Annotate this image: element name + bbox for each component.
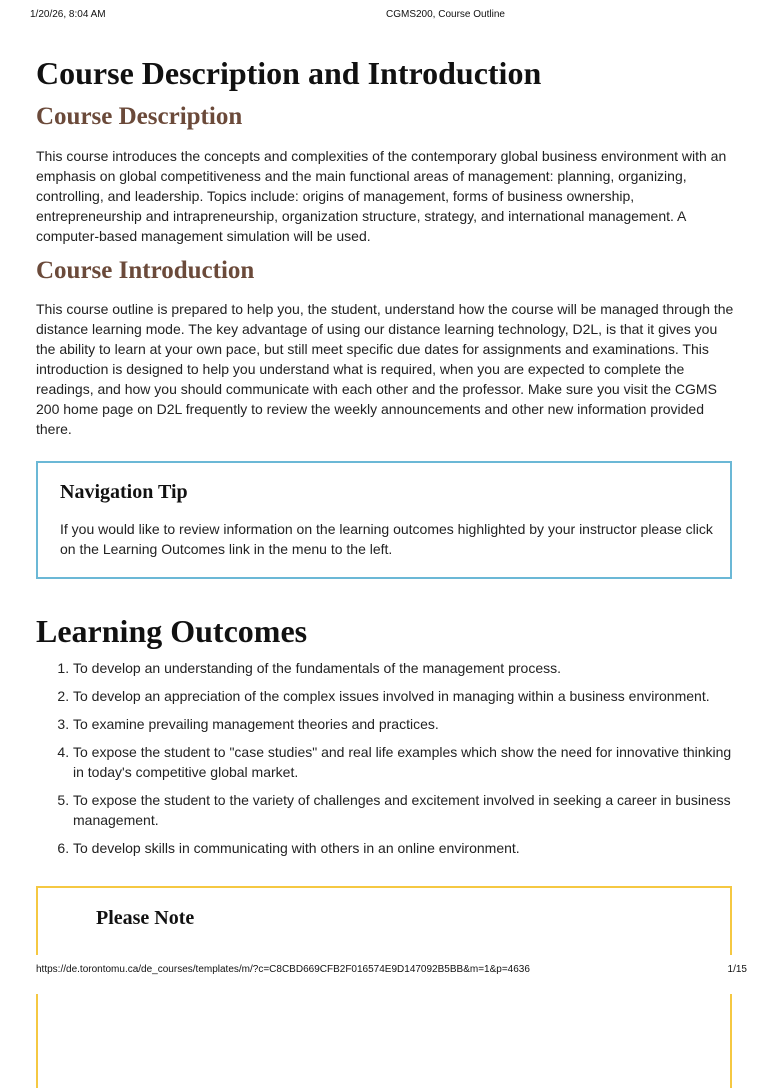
course-introduction-heading: Course Introduction <box>36 257 255 284</box>
print-datetime: 1/20/26, 8:04 AM <box>30 9 106 20</box>
page-number: 1/15 <box>727 964 747 975</box>
course-description-text: This course introduces the concepts and complexities of the contemporary global business environment with an emphasis on global competitiveness and the main functional areas of management: planning, organizing, controlling, and leadership. Topics include: origins of management, forms of business ownership, entrepreneurship and intrapreneurship, organization structure, strategy, and international management. A computer-based management simulation will be used. <box>36 148 727 244</box>
list-item: 1. To develop an understanding of the fundamentals of the management process. <box>73 658 736 678</box>
list-item: 5. To expose the student to the variety of challenges and excitement involved in seeking a career in business management. <box>73 790 736 830</box>
list-item: 4. To expose the student to "case studies" and real life examples which show the need for innovative thinking in today's competitive global market. <box>73 742 736 782</box>
learning-outcomes-title: Learning Outcomes <box>36 613 308 649</box>
print-url: https://de.torontomu.ca/de_courses/templates/m/?c=C8CBD669CFB2F016574E9D147092B5BB&m=1&p=4636 <box>36 964 530 975</box>
list-item: 3. To examine prevailing management theories and practices. <box>73 714 736 734</box>
page-title: Course Description and Introduction <box>36 55 542 91</box>
navigation-tip-heading: Navigation Tip <box>60 481 188 503</box>
list-item: 2. To develop an appreciation of the complex issues involved in managing within a business environment. <box>73 686 736 706</box>
print-document-title: CGMS200, Course Outline <box>386 9 505 20</box>
navigation-tip-text: If you would like to review information on the learning outcomes highlighted by your instructor please click on the Learning Outcomes link in the menu to the left. <box>60 521 713 557</box>
please-note-heading: Please Note <box>96 907 195 929</box>
course-description-heading: Course Description <box>36 103 243 130</box>
learning-outcomes-list <box>36 658 736 866</box>
print-header <box>0 0 768 30</box>
course-introduction-text: This course outline is prepared to help you, the student, understand how the course will be managed through the distance learning mode. The key advantage of using our distance learning technology, D2L, is that it gives you the ability to learn at your own pace, but still meet specific due dates for assignments and examinations. This introduction is designed to help you understand what is required, when you are expected to complete the readings, and how you should communicate with each other and the professor. Make sure you visit the CGMS 200 home page on D2L frequently to review the weekly announcements and other new information provided there. <box>36 301 734 437</box>
list-item: 6. To develop skills in communicating with others in an online environment. <box>73 838 736 858</box>
navigation-tip-box <box>36 461 732 579</box>
